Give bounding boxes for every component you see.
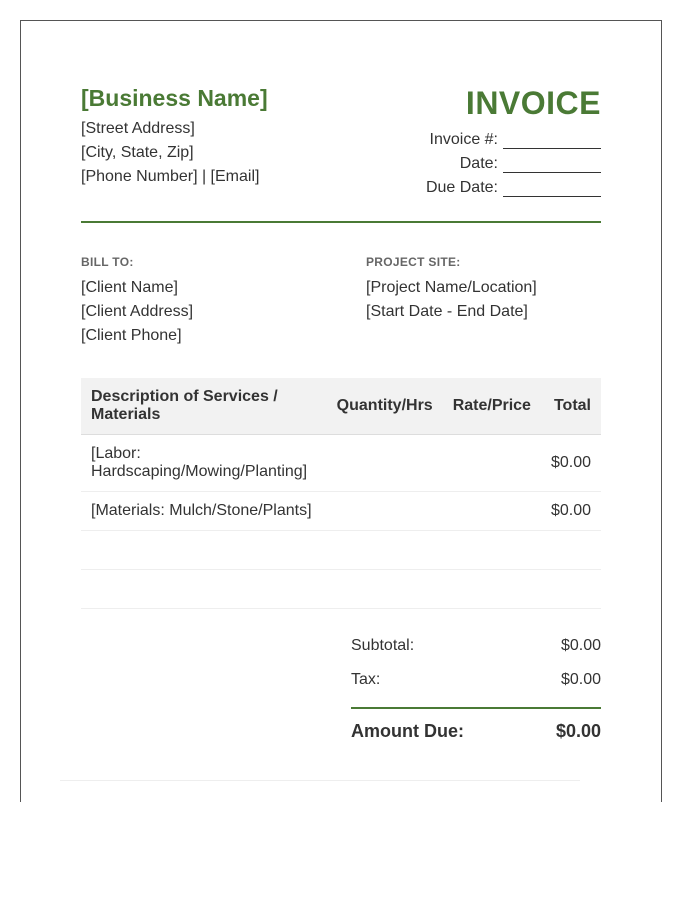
row-quantity xyxy=(327,435,443,492)
row-rate xyxy=(443,492,541,531)
project-dates: [Start Date - End Date] xyxy=(366,303,528,320)
row-quantity xyxy=(327,492,443,531)
tax-label: Tax: xyxy=(351,671,381,688)
invoice-title: INVOICE xyxy=(465,85,601,121)
header-rate: Rate/Price xyxy=(443,378,541,435)
business-street: [Street Address] xyxy=(81,120,195,137)
amount-due-row xyxy=(351,721,601,742)
subtotal-row xyxy=(351,637,601,655)
invoice-date-row xyxy=(460,155,601,173)
amount-due-label: Amount Due: xyxy=(351,721,464,741)
business-city: [City, State, Zip] xyxy=(81,144,194,161)
row-rate xyxy=(443,531,541,570)
invoice-date-field[interactable] xyxy=(503,158,601,173)
row-total: $0.00 xyxy=(541,435,601,492)
client-address: [Client Address] xyxy=(81,303,194,320)
business-name: [Business Name] xyxy=(81,85,268,111)
table-row xyxy=(81,531,601,570)
client-name: [Client Name] xyxy=(81,279,178,296)
invoice-page xyxy=(20,20,662,802)
business-contact: [Phone Number] | [Email] xyxy=(81,168,260,185)
row-rate xyxy=(443,435,541,492)
tax-value: $0.00 xyxy=(560,671,601,688)
amount-due-value: $0.00 xyxy=(555,721,601,741)
row-total xyxy=(541,570,601,609)
row-description xyxy=(81,531,327,570)
invoice-number-field[interactable] xyxy=(503,134,601,149)
project-location: [Project Name/Location] xyxy=(366,279,537,296)
footer-divider xyxy=(60,780,580,781)
header-divider xyxy=(81,221,601,223)
invoice-due-label: Due Date: xyxy=(425,179,498,196)
header-quantity: Quantity/Hrs xyxy=(327,378,443,435)
row-total xyxy=(541,531,601,570)
subtotal-value: $0.00 xyxy=(560,637,601,654)
row-description: [Labor: Hardscaping/Mowing/Planting] xyxy=(81,435,327,492)
row-rate xyxy=(443,570,541,609)
project-site-label: PROJECT SITE: xyxy=(366,255,461,269)
row-total: $0.00 xyxy=(541,492,601,531)
amount-due-divider xyxy=(351,707,601,709)
invoice-date-label: Date: xyxy=(459,155,498,172)
row-description xyxy=(81,570,327,609)
items-table xyxy=(81,378,601,609)
table-row xyxy=(81,570,601,609)
invoice-number-row xyxy=(430,131,601,149)
tax-row xyxy=(351,671,601,689)
header-description: Description of Services / Materials xyxy=(81,378,327,435)
invoice-number-label: Invoice #: xyxy=(429,131,498,148)
table-header-row xyxy=(81,378,601,435)
row-quantity xyxy=(327,531,443,570)
row-quantity xyxy=(327,570,443,609)
table-row xyxy=(81,435,601,492)
client-phone: [Client Phone] xyxy=(81,327,182,344)
header-total: Total xyxy=(541,378,601,435)
invoice-due-field[interactable] xyxy=(503,182,601,197)
table-row xyxy=(81,492,601,531)
invoice-due-row xyxy=(426,179,601,197)
subtotal-label: Subtotal: xyxy=(351,637,415,654)
bill-to-label: BILL TO: xyxy=(81,255,134,269)
row-description: [Materials: Mulch/Stone/Plants] xyxy=(81,492,327,531)
